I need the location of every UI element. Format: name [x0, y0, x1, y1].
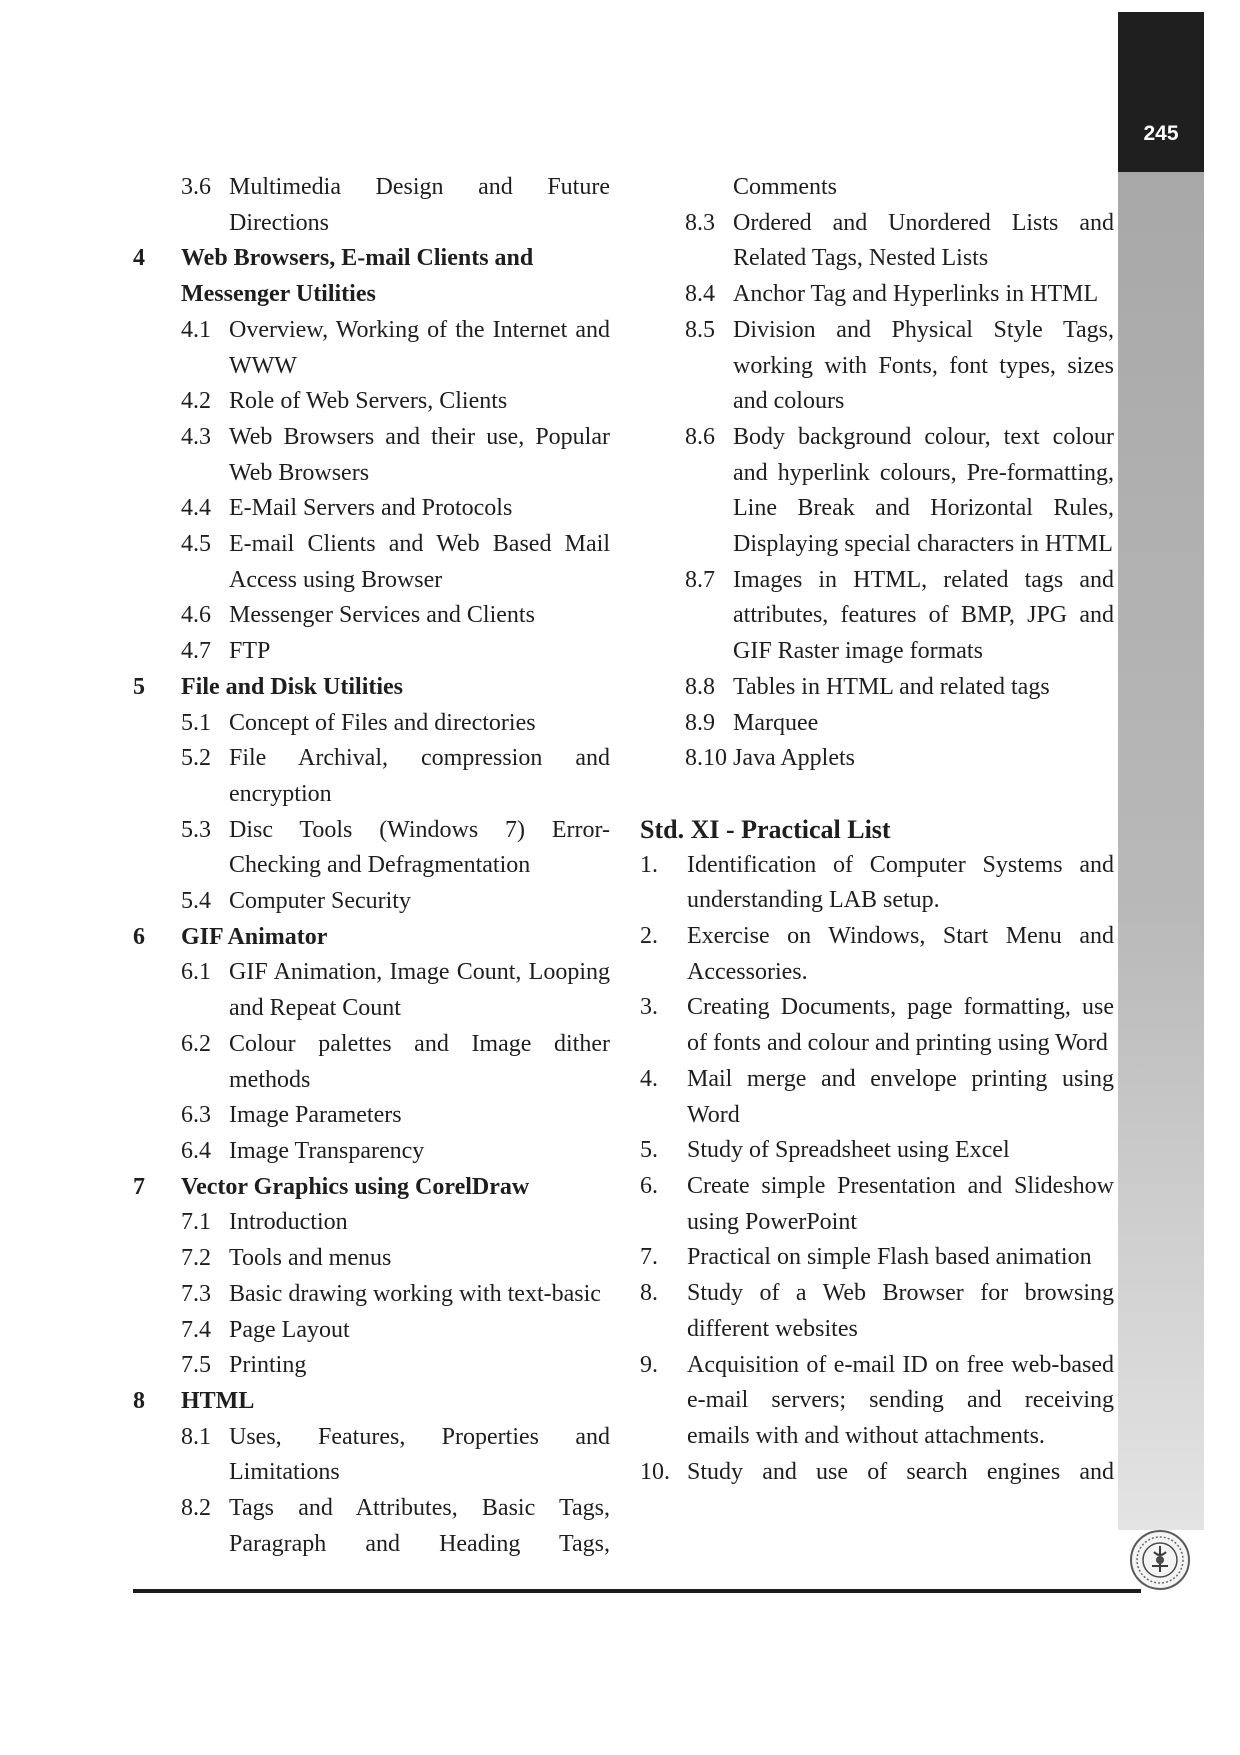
practical-number: 3. — [640, 994, 658, 1021]
subtopic-text: E-mail Clients and Web Based Mail Access using Browser — [229, 531, 610, 593]
subtopic-text: Messenger Services and Clients — [229, 602, 535, 629]
subtopic-text: Page Layout — [229, 1316, 350, 1343]
practical-number: 4. — [640, 1065, 658, 1092]
subtopic-number: 6.4 — [181, 1137, 211, 1164]
subtopic-number: 8.1 — [181, 1423, 211, 1450]
subtopic-item — [640, 706, 1114, 742]
subtopic-item — [133, 1241, 610, 1277]
practical-text: Mail merge and envelope printing using Word — [687, 1065, 1114, 1128]
subtopic-item — [133, 955, 610, 1026]
subtopic-item — [133, 313, 610, 384]
subtopic-item — [133, 170, 610, 241]
subtopic-text: Colour palettes and Image dither methods — [229, 1030, 610, 1093]
emblem-seal-icon — [1128, 1528, 1192, 1592]
subtopic-item — [133, 1491, 610, 1562]
html-subtopic-list — [640, 206, 1114, 777]
chapter-heading — [133, 241, 610, 312]
subtopic-number: 7.1 — [181, 1209, 211, 1236]
practical-item — [640, 1276, 1114, 1347]
chapter-number: 7 — [133, 1173, 145, 1200]
chapter-heading — [133, 1384, 610, 1420]
practical-item — [640, 1133, 1114, 1169]
chapter-title: HTML — [181, 1387, 255, 1414]
subtopic-text: Uses, Features, Properties and Limitations — [229, 1423, 610, 1486]
subtopic-item — [133, 1098, 610, 1134]
subtopic-text: Concept of Files and directories — [229, 709, 536, 736]
subtopic-item — [640, 420, 1114, 563]
subtopic-item — [133, 884, 610, 920]
subtopic-text: Images in HTML, related tags and attributes, features of BMP, JPG and GIF Raster image formats — [733, 566, 1114, 665]
subtopic-item — [133, 634, 610, 670]
subtopic-text: Ordered and Unordered Lists and Related Tags, Nested Lists — [733, 209, 1114, 272]
chapter-title: GIF Animator — [181, 923, 328, 950]
subtopic-item — [133, 1313, 610, 1349]
subtopic-number: 4.5 — [181, 531, 211, 558]
subtopic-number: 4.1 — [181, 316, 211, 343]
practical-text: Identification of Computer Systems and understanding LAB setup. — [687, 851, 1114, 914]
subtopic-text: Overview, Working of the Internet and WWW — [229, 316, 610, 379]
practical-text: Create simple Presentation and Slideshow using PowerPoint — [687, 1172, 1114, 1235]
page-tab-dark — [1118, 12, 1204, 172]
subtopic-text: Anchor Tag and Hyperlinks in HTML — [733, 281, 1099, 308]
right-column — [640, 170, 1114, 1490]
subtopic-number: 8.6 — [685, 423, 715, 450]
subtopic-item — [640, 313, 1114, 420]
practical-number: 9. — [640, 1351, 658, 1378]
subtopic-number: 8.4 — [685, 281, 715, 308]
subtopic-number: 8.7 — [685, 566, 715, 593]
practical-text: Practical on simple Flash based animation — [687, 1244, 1092, 1271]
practical-number: 5. — [640, 1137, 658, 1164]
chapter-title: Web Browsers, E-mail Clients and Messenger Utilities — [181, 245, 534, 308]
subtopic-item — [133, 491, 610, 527]
subtopic-item — [133, 1027, 610, 1098]
subtopic-text: Image Parameters — [229, 1102, 402, 1129]
subtopic-text: FTP — [229, 638, 271, 665]
subtopic-text: Tables in HTML and related tags — [733, 673, 1050, 700]
practical-text: Creating Documents, page formatting, use of fonts and colour and printing using Word — [687, 994, 1114, 1057]
subtopic-number: 5.4 — [181, 888, 211, 915]
practical-item — [640, 1169, 1114, 1240]
subtopic-text: Multimedia Design and Future Directions — [229, 174, 610, 236]
practical-text: Study of a Web Browser for browsing different websites — [687, 1280, 1114, 1342]
chapter-number: 4 — [133, 245, 145, 272]
subtopic-item — [133, 598, 610, 634]
subtopic-item — [133, 1277, 610, 1313]
practical-item — [640, 990, 1114, 1061]
subtopic-number: 7.5 — [181, 1352, 211, 1379]
chapter-number: 6 — [133, 923, 145, 950]
subtopic-number: 4.3 — [181, 423, 211, 450]
practical-number: 8. — [640, 1280, 658, 1307]
chapter-heading — [133, 920, 610, 956]
practical-text: Study and use of search engines and — [687, 1458, 1114, 1485]
subtopic-number: 7.4 — [181, 1316, 211, 1343]
subtopic-text: Java Applets — [733, 745, 855, 772]
subtopic-item — [133, 384, 610, 420]
practical-list — [640, 848, 1114, 1491]
subtopic-item — [133, 741, 610, 812]
subtopic-text: Tags and Attributes, Basic Tags, Paragraph and Heading Tags, — [229, 1495, 610, 1557]
chapter-heading — [133, 670, 610, 706]
practical-number: 7. — [640, 1244, 658, 1271]
subtopic-text: Computer Security — [229, 888, 411, 915]
subtopic-item — [133, 1348, 610, 1384]
chapter-number: 5 — [133, 673, 145, 700]
practical-number: 10. — [640, 1458, 670, 1485]
left-column — [133, 170, 610, 1562]
practical-text: Study of Spreadsheet using Excel — [687, 1137, 1010, 1164]
practical-item — [640, 1240, 1114, 1276]
subtopic-item — [640, 277, 1114, 313]
chapter-heading — [133, 1170, 610, 1206]
subtopic-number: 8.8 — [685, 673, 715, 700]
subtopic-number: 4.4 — [181, 495, 211, 522]
subtopic-text: Web Browsers and their use, Popular Web Browsers — [229, 423, 610, 486]
subtopic-number: 4.2 — [181, 388, 211, 415]
subtopic-number: 3.6 — [181, 174, 211, 200]
chapter-number: 8 — [133, 1387, 145, 1414]
subtopic-text: Image Transparency — [229, 1137, 425, 1164]
practical-list-title: Std. XI - Practical List — [640, 814, 891, 844]
continued-text: Comments — [733, 174, 838, 200]
subtopic-number: 8.10 — [685, 745, 727, 772]
practical-item — [640, 1455, 1114, 1491]
subtopic-item — [133, 420, 610, 491]
subtopic-item — [133, 1134, 610, 1170]
subtopic-number: 8.5 — [685, 316, 715, 343]
subtopic-text: Disc Tools (Windows 7) Error-Checking and Defragmentation — [229, 816, 610, 879]
subtopic-number: 5.2 — [181, 745, 211, 772]
subtopic-text: Tools and menus — [229, 1245, 392, 1272]
practical-item — [640, 919, 1114, 990]
practical-number: 1. — [640, 851, 658, 878]
chapter-title: Vector Graphics using CorelDraw — [181, 1173, 530, 1200]
subtopic-number: 8.9 — [685, 709, 715, 736]
practical-item — [640, 1062, 1114, 1133]
subtopic-text: Division and Physical Style Tags, working with Fonts, font types, sizes and colours — [733, 316, 1114, 415]
subtopic-text: GIF Animation, Image Count, Looping and Repeat Count — [229, 959, 610, 1022]
subtopic-number: 6.2 — [181, 1030, 211, 1057]
practical-text: Acquisition of e-mail ID on free web-based e-mail servers; sending and receiving emails with and without attachments. — [687, 1351, 1114, 1449]
subtopic-item — [133, 1205, 610, 1241]
subtopic-text: Body background colour, text colour and hyperlink colours, Pre-formatting, Line Break and Horizontal Rules, Displaying special characters in HTML — [733, 423, 1114, 558]
subtopic-text: Marquee — [733, 709, 819, 736]
footer-rule — [133, 1589, 1141, 1593]
subtopic-item — [133, 527, 610, 598]
subtopic-item — [133, 706, 610, 742]
practical-text: Exercise on Windows, Start Menu and Accessories. — [687, 923, 1114, 985]
subtopic-number: 4.6 — [181, 602, 211, 629]
practical-item — [640, 848, 1114, 919]
subtopic-item — [640, 206, 1114, 277]
subtopic-number: 8.2 — [181, 1495, 211, 1522]
practical-number: 2. — [640, 923, 658, 950]
subtopic-text: File Archival, compression and encryption — [229, 745, 610, 807]
subtopic-text: E-Mail Servers and Protocols — [229, 495, 513, 522]
subtopic-number: 7.3 — [181, 1280, 211, 1307]
subtopic-number: 4.7 — [181, 638, 211, 665]
subtopic-item — [640, 670, 1114, 706]
subtopic-text: Basic drawing working with text-basic — [229, 1280, 601, 1307]
chapter-title: File and Disk Utilities — [181, 673, 404, 700]
subtopic-item — [640, 563, 1114, 670]
subtopic-text: Role of Web Servers, Clients — [229, 388, 508, 415]
practical-item — [640, 1348, 1114, 1455]
subtopic-number: 5.1 — [181, 709, 211, 736]
subtopic-number: 6.3 — [181, 1102, 211, 1129]
subtopic-text: Introduction — [229, 1209, 348, 1236]
subtopic-text: Printing — [229, 1352, 307, 1379]
subtopic-number: 5.3 — [181, 816, 211, 843]
subtopic-item — [640, 741, 1114, 777]
subtopic-number: 7.2 — [181, 1245, 211, 1272]
page-edge-gradient — [1118, 172, 1204, 1530]
subtopic-number: 6.1 — [181, 959, 211, 986]
practical-number: 6. — [640, 1172, 658, 1199]
subtopic-item — [133, 1420, 610, 1491]
subtopic-number: 8.3 — [685, 209, 715, 236]
subtopic-item — [133, 813, 610, 884]
page-number: 245 — [1143, 122, 1179, 145]
